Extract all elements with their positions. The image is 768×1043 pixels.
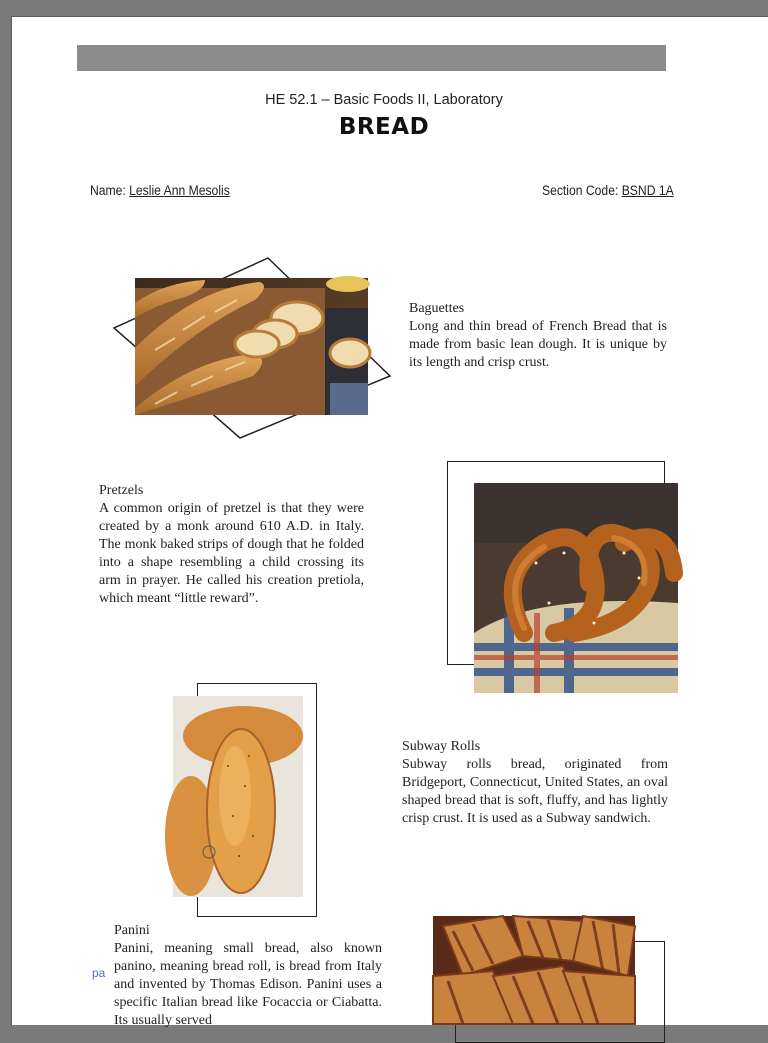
subway-rolls-heading: Subway Rolls [402,739,481,754]
panini-photo-icon [433,916,635,1024]
section-field [542,183,674,198]
baguettes-description: Long and thin bread of French Bread that is made from basic lean dough. It is unique by its length and crisp crust. [409,319,667,370]
course-title: HE 52.1 – Basic Foods II, Laboratory [265,92,503,108]
page-marker: pa [92,966,106,980]
name-field [90,183,230,198]
baguette-photo-icon [135,278,368,415]
panini-heading: Panini [114,923,150,938]
pretzel-photo-icon [474,483,678,693]
panini-description: Panini, meaning small bread, also known panino, meaning bread roll, is bread from Italy and invented by Thomas Edison. Panini uses a specific Italian bread like Focaccia or Ciabatta. Its usually served [114,941,382,1028]
subway-rolls-text [402,738,668,828]
name-label: Name: [90,183,130,198]
pretzels-description: A common origin of pretzel is that they were created by a monk around 610 A.D. in Italy. The monk baked strips of dough that he folded into a shape resembling a child crossing its arm in prayer. He called his creation pretiola, which meant “little reward”. [99,501,364,606]
section-value: BSND 1A [621,183,674,198]
page-title: BREAD [338,114,430,140]
subway-rolls-description: Subway rolls bread, originated from Bridgeport, Connecticut, United States, an oval shaped bread that is soft, fluffy, and has lightly crisp crust. It is used as a Subway sandwich. [402,757,668,826]
name-value: Leslie Ann Mesolis [129,183,230,198]
section-label: Section Code: [542,183,622,198]
subway-roll-photo-icon [173,696,303,897]
panini-text [114,922,382,1030]
header-bar [77,45,666,71]
pretzels-heading: Pretzels [99,483,144,498]
baguettes-text [409,300,667,372]
baguettes-heading: Baguettes [409,301,465,316]
pretzels-text [99,482,364,608]
